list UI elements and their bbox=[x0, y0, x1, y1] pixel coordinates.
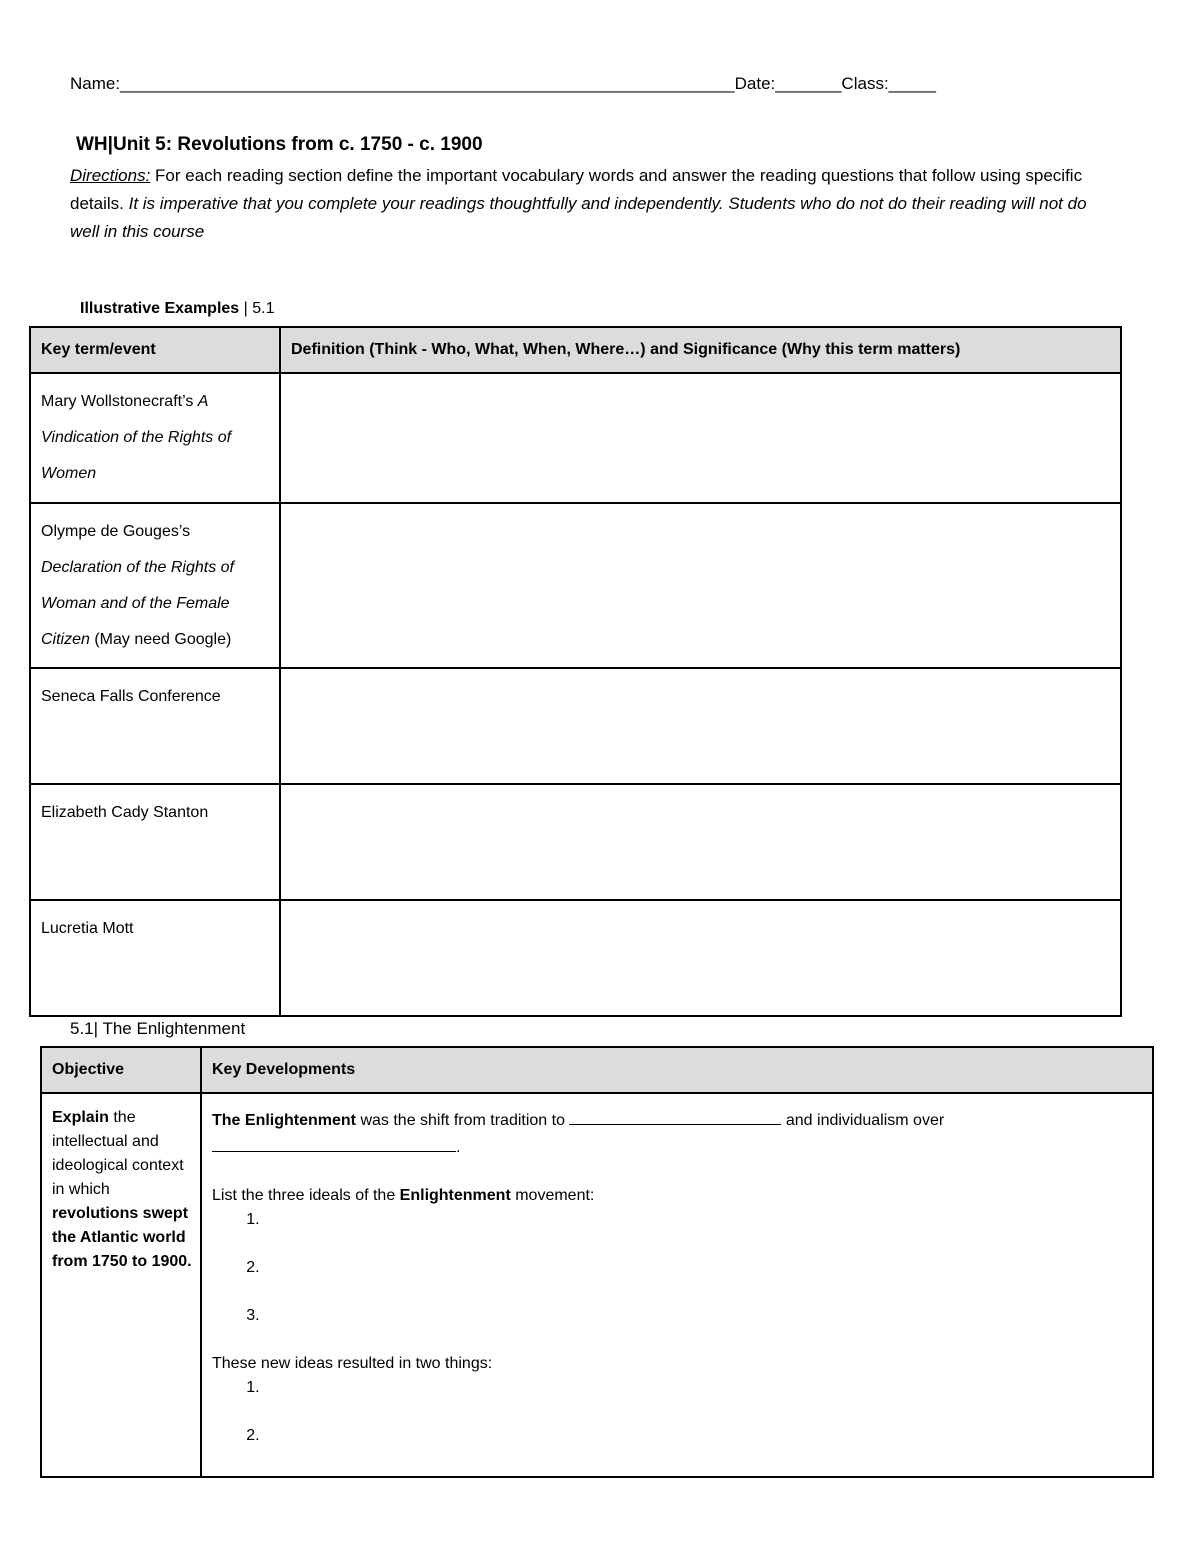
results-list bbox=[212, 1376, 1142, 1448]
term-text: Elizabeth Cady Stanton bbox=[41, 804, 209, 821]
ideals-prompt-bold: Enlightenment bbox=[399, 1187, 511, 1204]
objective-bold-text: revolutions swept the Atlantic world from 1750 to 1900. bbox=[52, 1205, 192, 1270]
definition-cell[interactable] bbox=[280, 668, 1121, 784]
page-title: WH|Unit 5: Revolutions from c. 1750 - c. 1900 bbox=[76, 134, 483, 155]
ideals-list bbox=[212, 1208, 1142, 1328]
header-key-developments: Key Developments bbox=[201, 1047, 1153, 1093]
key-developments-cell bbox=[201, 1093, 1153, 1477]
definition-cell[interactable] bbox=[280, 373, 1121, 503]
fill-in-blank[interactable] bbox=[569, 1106, 781, 1125]
ideals-prompt bbox=[212, 1184, 1142, 1208]
directions-emphasis: It is imperative that you complete your readings thoughtfully and independently. Students who do not do their reading will not do well in this course bbox=[70, 194, 1087, 241]
definition-cell[interactable] bbox=[280, 784, 1121, 900]
list-item[interactable] bbox=[264, 1376, 1142, 1400]
term-cell bbox=[30, 503, 280, 668]
enlightenment-table-header bbox=[41, 1047, 1153, 1093]
definition-cell[interactable] bbox=[280, 503, 1121, 668]
sentence-text: was the shift from tradition to bbox=[356, 1112, 570, 1129]
list-item[interactable] bbox=[264, 1208, 1142, 1232]
table-row bbox=[41, 1093, 1153, 1477]
vocab-table bbox=[29, 326, 1122, 1017]
objective-verb: Explain bbox=[52, 1109, 109, 1126]
results-prompt: These new ideas resulted in two things: bbox=[212, 1355, 493, 1372]
name-date-class-line: Name:_________________________________________________________________Date:_______Class:_____ bbox=[70, 74, 936, 93]
term-text: Seneca Falls Conference bbox=[41, 688, 221, 705]
section2-title: 5.1| The Enlightenment bbox=[70, 1019, 246, 1038]
enlightenment-sentence bbox=[212, 1106, 1142, 1133]
term-cell bbox=[30, 900, 280, 1016]
enlightenment-sentence-cont bbox=[212, 1133, 1142, 1160]
term-cell bbox=[30, 668, 280, 784]
directions bbox=[70, 162, 1110, 246]
term-cell bbox=[30, 373, 280, 503]
objective-text: the intellectual and ideological context in which bbox=[52, 1109, 184, 1198]
directions-text: For each reading section define the important vocabulary words and answer the reading questions that follow using specific details. bbox=[70, 166, 1083, 213]
term-italic: A Vindication of the Rights of Women bbox=[41, 393, 232, 482]
table-row bbox=[30, 503, 1121, 668]
directions-label: Directions: bbox=[70, 166, 151, 185]
section1-title-bold: Illustrative Examples bbox=[80, 300, 240, 317]
list-item[interactable] bbox=[264, 1304, 1142, 1328]
section1-title bbox=[80, 300, 274, 318]
vocab-table-header bbox=[30, 327, 1121, 373]
objective-cell bbox=[41, 1093, 201, 1477]
table-row bbox=[30, 373, 1121, 503]
ideals-prompt-text: List the three ideals of the bbox=[212, 1187, 400, 1204]
term-italic: Declaration of the Rights of Woman and of the Female Citizen bbox=[41, 559, 234, 648]
enlightenment-table bbox=[40, 1046, 1154, 1478]
list-item[interactable] bbox=[264, 1424, 1142, 1448]
table-row bbox=[30, 784, 1121, 900]
fill-in-blank[interactable] bbox=[212, 1133, 456, 1152]
section1-title-rest: | 5.1 bbox=[239, 300, 275, 317]
term-text: Lucretia Mott bbox=[41, 920, 134, 937]
table-row bbox=[30, 900, 1121, 1016]
term-text: Olympe de Gouges’s bbox=[41, 523, 191, 540]
definition-cell[interactable] bbox=[280, 900, 1121, 1016]
list-item[interactable] bbox=[264, 1256, 1142, 1280]
ideals-prompt-end: movement: bbox=[510, 1187, 595, 1204]
term-text: Mary Wollstonecraft’s bbox=[41, 393, 198, 410]
header-definition: Definition (Think - Who, What, When, Where…) and Significance (Why this term matters) bbox=[280, 327, 1121, 373]
sentence-end: . bbox=[456, 1139, 461, 1156]
header-objective: Objective bbox=[41, 1047, 201, 1093]
table-row bbox=[30, 668, 1121, 784]
sentence-text-2: and individualism over bbox=[781, 1112, 945, 1129]
term-suffix: (May need Google) bbox=[89, 631, 232, 648]
header-key-term: Key term/event bbox=[30, 327, 280, 373]
term-cell bbox=[30, 784, 280, 900]
enlightenment-term: The Enlightenment bbox=[212, 1112, 356, 1129]
